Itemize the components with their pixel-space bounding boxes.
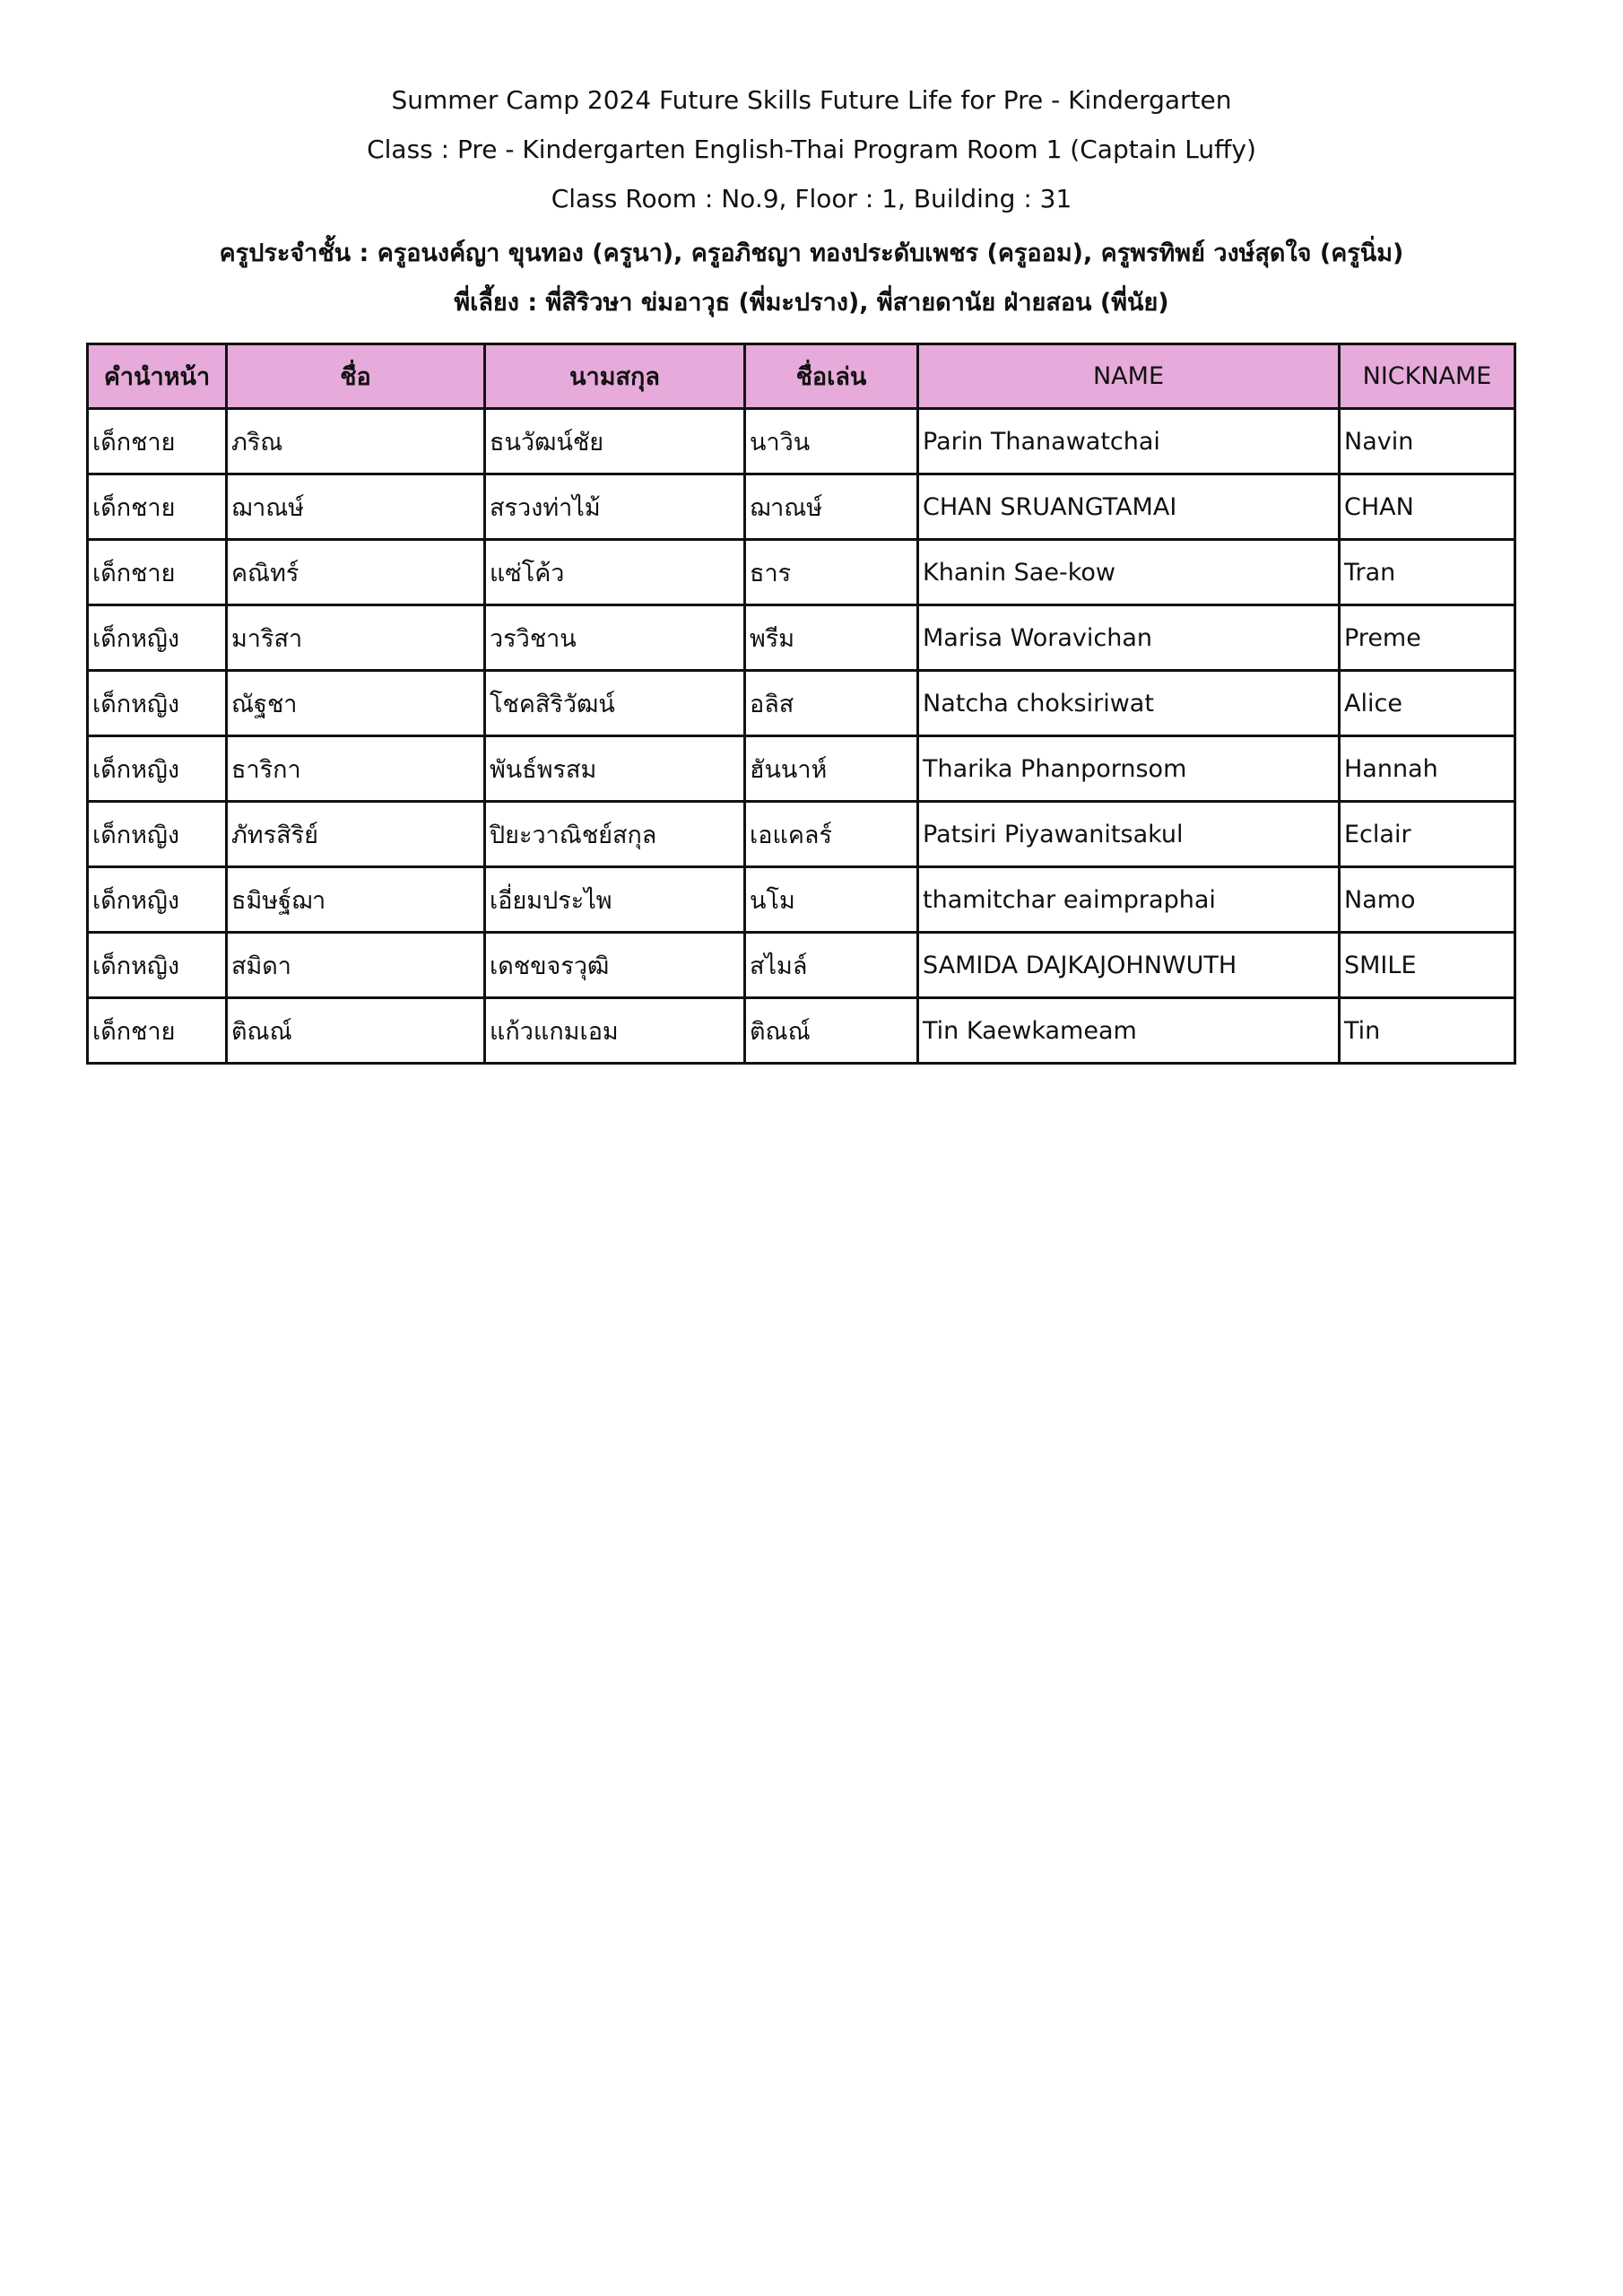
prefix-cell: เด็กชาย — [88, 540, 227, 605]
column-header-last-name-th: นามสกุล — [485, 344, 745, 409]
last-name-th-cell: วรวิชาน — [485, 605, 745, 671]
document-title: Summer Camp 2024 Future Skills Future Life for Pre - Kindergarten — [391, 85, 1232, 115]
name-en-cell: Tharika Phanpornsom — [918, 736, 1340, 802]
name-en-cell: Khanin Sae-kow — [918, 540, 1340, 605]
first-name-th-cell: สมิดา — [227, 933, 485, 998]
classroom-line: Class Room : No.9, Floor : 1, Building : 31 — [551, 184, 1072, 213]
nickname-en-cell: Hannah — [1340, 736, 1515, 802]
nickname-th-cell: อลิส — [745, 671, 918, 736]
table-row — [88, 867, 1515, 933]
nickname-th-cell: ฌาณษ์ — [745, 474, 918, 540]
first-name-th-cell: ธาริกา — [227, 736, 485, 802]
nickname-th-cell: ฮันนาห์ — [745, 736, 918, 802]
nickname-en-cell: Eclair — [1340, 802, 1515, 867]
nickname-en-cell: CHAN — [1340, 474, 1515, 540]
first-name-th-cell: คณิทร์ — [227, 540, 485, 605]
nickname-en-cell: Tran — [1340, 540, 1515, 605]
table-row — [88, 474, 1515, 540]
first-name-th-cell: ติณณ์ — [227, 998, 485, 1064]
name-en-cell: Marisa Woravichan — [918, 605, 1340, 671]
prefix-cell: เด็กชาย — [88, 409, 227, 474]
nickname-en-cell: Tin — [1340, 998, 1515, 1064]
caretakers-line: พี่เลี้ยง : พี่สิริวษา ข่มอาวุธ (พี่มะปราง), พี่สายดานัย ฝ่ายสอน (พี่นัย) — [454, 289, 1169, 317]
prefix-cell: เด็กชาย — [88, 998, 227, 1064]
table-header-row — [88, 344, 1515, 409]
nickname-en-cell: Navin — [1340, 409, 1515, 474]
first-name-th-cell: มาริสา — [227, 605, 485, 671]
nickname-en-cell: Alice — [1340, 671, 1515, 736]
name-en-cell: SAMIDA DAJKAJOHNWUTH — [918, 933, 1340, 998]
table-row — [88, 409, 1515, 474]
column-header-first-name-th: ชื่อ — [227, 344, 485, 409]
nickname-th-cell: ติณณ์ — [745, 998, 918, 1064]
table-row — [88, 802, 1515, 867]
prefix-cell: เด็กหญิง — [88, 867, 227, 933]
nickname-th-cell: พรีม — [745, 605, 918, 671]
last-name-th-cell: แก้วแกมเอม — [485, 998, 745, 1064]
name-en-cell: Patsiri Piyawanitsakul — [918, 802, 1340, 867]
name-en-cell: thamitchar eaimpraphai — [918, 867, 1340, 933]
nickname-th-cell: ธาร — [745, 540, 918, 605]
table-row — [88, 605, 1515, 671]
last-name-th-cell: ปิยะวาณิชย์สกุล — [485, 802, 745, 867]
first-name-th-cell: ภริณ — [227, 409, 485, 474]
last-name-th-cell: สรวงท่าไม้ — [485, 474, 745, 540]
name-en-cell: Parin Thanawatchai — [918, 409, 1340, 474]
last-name-th-cell: โชคสิริวัฒน์ — [485, 671, 745, 736]
last-name-th-cell: เอี่ยมประไพ — [485, 867, 745, 933]
first-name-th-cell: ธมิษฐ์ฌา — [227, 867, 485, 933]
last-name-th-cell: ธนวัฒน์ชัย — [485, 409, 745, 474]
first-name-th-cell: ภัทรสิริย์ — [227, 802, 485, 867]
nickname-en-cell: Namo — [1340, 867, 1515, 933]
prefix-cell: เด็กชาย — [88, 474, 227, 540]
class-line: Class : Pre - Kindergarten English-Thai Program Room 1 (Captain Luffy) — [367, 135, 1256, 164]
column-header-nickname-th: ชื่อเล่น — [745, 344, 918, 409]
last-name-th-cell: แซ่โค้ว — [485, 540, 745, 605]
table-row — [88, 540, 1515, 605]
prefix-cell: เด็กหญิง — [88, 605, 227, 671]
nickname-en-cell: SMILE — [1340, 933, 1515, 998]
nickname-th-cell: เอแคลร์ — [745, 802, 918, 867]
homeroom-teachers-line: ครูประจำชั้น : ครูอนงค์ญา ขุนทอง (ครูนา), ครูอภิชญา ทองประดับเพชร (ครูออม), ครูพรทิพย์ วงษ์สุดใจ (ครูนิ่ม) — [219, 239, 1404, 267]
table-row — [88, 933, 1515, 998]
first-name-th-cell: ณัฐชา — [227, 671, 485, 736]
last-name-th-cell: เดชขจรวุฒิ — [485, 933, 745, 998]
nickname-th-cell: นโม — [745, 867, 918, 933]
table-row — [88, 998, 1515, 1064]
column-header-name-en: NAME — [918, 344, 1340, 409]
table-row — [88, 671, 1515, 736]
name-en-cell: Tin Kaewkameam — [918, 998, 1340, 1064]
column-header-prefix: คำนำหน้า — [88, 344, 227, 409]
column-header-nickname-en: NICKNAME — [1340, 344, 1515, 409]
table-row — [88, 736, 1515, 802]
name-en-cell: CHAN SRUANGTAMAI — [918, 474, 1340, 540]
prefix-cell: เด็กหญิง — [88, 671, 227, 736]
prefix-cell: เด็กหญิง — [88, 736, 227, 802]
nickname-en-cell: Preme — [1340, 605, 1515, 671]
name-en-cell: Natcha choksiriwat — [918, 671, 1340, 736]
nickname-th-cell: สไมล์ — [745, 933, 918, 998]
prefix-cell: เด็กหญิง — [88, 933, 227, 998]
nickname-th-cell: นาวิน — [745, 409, 918, 474]
first-name-th-cell: ฌาณษ์ — [227, 474, 485, 540]
student-roster-table — [86, 343, 1516, 1065]
last-name-th-cell: พันธ์พรสม — [485, 736, 745, 802]
prefix-cell: เด็กหญิง — [88, 802, 227, 867]
